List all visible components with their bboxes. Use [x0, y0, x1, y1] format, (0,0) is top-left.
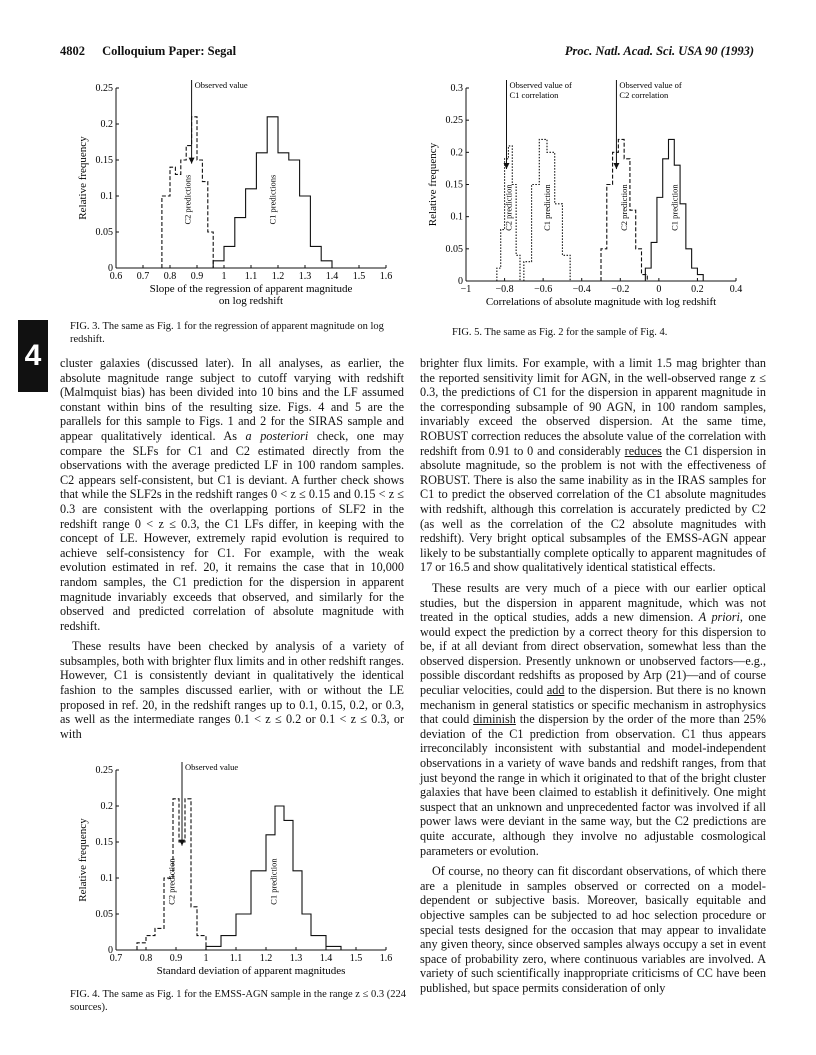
x-tick-label: 0.7: [109, 953, 123, 964]
x-tick-label: 0.6: [109, 271, 123, 282]
running-header-left: [60, 44, 236, 59]
x-tick-label: 1: [203, 953, 209, 964]
series-label: C2 prediction: [166, 858, 177, 905]
observed-value-label: Observed value of: [509, 80, 572, 90]
observed-value-label: Observed value: [194, 80, 248, 90]
x-tick-label: −0.8: [495, 284, 514, 295]
y-tick-label: 0: [108, 945, 113, 956]
series-label: C1 prediction: [268, 858, 279, 905]
paragraph: These results have been checked by analysis of a variety of subsamples, both with brighter flux limits and in other redshift ranges. However, C1 is consistently deviant in qualitatively the identical fashion to the samples discussed earlier, with or without the LE proposed in ref. 20, in the redshift ranges up to 0.1, 0.15, 0.2, or 0.3, as well as the intermediate ranges 0.1 < z ≤ 0.2 or 0.1 < z ≤ 0.3, or with: [60, 639, 404, 741]
y-tick-label: 0.05: [445, 243, 463, 255]
series-label: C1 predictions: [267, 174, 278, 225]
arrow-head: [179, 840, 185, 846]
y-tick-label: 0.3: [450, 83, 463, 94]
figure-3-histogram: [70, 78, 410, 310]
x-axis-label: Standard deviation of apparent magnitudes: [156, 965, 346, 977]
y-tick-label: 0.1: [450, 211, 463, 223]
x-tick-label: 0.8: [163, 271, 177, 282]
x-tick-label: 1.3: [289, 953, 303, 964]
section-tab: 4: [18, 320, 48, 392]
y-tick-label: 0.25: [445, 115, 463, 127]
x-tick-label: 1.4: [319, 953, 333, 964]
y-tick-label: 0: [458, 276, 463, 287]
left-column-text: [60, 356, 404, 741]
y-tick-label: 0.2: [100, 119, 113, 130]
series-label: C2 prediction: [619, 184, 630, 231]
journal-citation: Proc. Natl. Acad. Sci. USA 90 (1993): [564, 44, 754, 58]
x-axis-label-line2: on log redshift: [218, 295, 284, 307]
x-tick-label: −0.2: [611, 284, 630, 295]
figure-5-histogram: [420, 78, 760, 318]
observed-value-label: Observed value of: [619, 80, 682, 90]
x-tick-label: 1.6: [379, 271, 393, 282]
right-column-text: [420, 356, 766, 996]
x-tick-label: −0.4: [572, 284, 591, 295]
y-tick-label: 0.25: [95, 765, 113, 776]
x-tick-label: 1.5: [349, 953, 363, 964]
x-tick-label: 0.7: [136, 271, 150, 282]
figure-4-histogram: [70, 760, 410, 984]
figure-5-caption: FIG. 5. The same as Fig. 2 for the sample of Fig. 4.: [452, 327, 668, 338]
x-tick-label: 0.9: [169, 953, 183, 964]
x-tick-label: 1.6: [379, 953, 393, 964]
x-tick-label: 1.4: [325, 271, 339, 282]
x-tick-label: −0.6: [534, 284, 553, 295]
observed-value-label: Observed value: [185, 762, 239, 772]
x-tick-label: 0.2: [691, 284, 704, 295]
y-tick-label: 0.2: [450, 147, 463, 159]
y-tick-label: 0.15: [95, 837, 113, 848]
x-tick-label: 1.1: [229, 953, 243, 964]
y-axis-label: Relative frequency: [77, 136, 89, 220]
figure-3-caption: FIG. 3. The same as Fig. 1 for the regression of apparent magnitude on log redshift.: [70, 321, 384, 345]
series-label: C1 prediction: [669, 184, 680, 231]
x-tick-label: 1.5: [352, 271, 366, 282]
y-tick-label: 0.05: [95, 227, 113, 238]
x-tick-label: 0.9: [190, 271, 204, 282]
series-label: C2 prediction: [503, 184, 514, 231]
y-tick-label: 0.1: [100, 873, 113, 884]
paragraph: Of course, no theory can fit discordant observations, of which there are a plenitude in samples observed or corrected on a model-dependent or subjective basis. Moreover, basically equitable and objective samples can be subjected to ad hoc selection procedure or special tests designed for the occasion that may appear to invalidate any given theory, since observed samples always occupy a set in event space of probability zero, where continuous variables are involved. A variety of such scientifically inappropriate criticisms of CC have been published, but space permits consideration of only: [420, 864, 766, 995]
y-tick-label: 0: [108, 263, 113, 274]
paragraph: These results are very much of a piece with our earlier optical studies, but the dispersion in apparent magnitude, which was not treated in the optical studies, adds a new dimension. A priori, one would expect the prediction by a correct theory for this dispersion to be, if at all deviant from direct observation, somewhat less than the observed dispersion. Presently unknown or unobserved factors—e.g., possible discordant redshifts as proposed by Arp (21)—and of course peculiar velocities, could add to the dispersion. But there is no known mechanism in general statistics or specific mechanism in astrophysics that could diminish the dispersion by the order of the more than 25% deviation of the C1 prediction from observation. C1 thus appears irreconcilably inconsistent with substantial and model-independent observations in a variety of wave bands and redshift ranges, from that just beyond the range in which it originated to that of the bright cluster galaxies that have been claimed to establish it definitively. One might suspect that an unknown and unprecedented factor was involved if all power laws were deviant in the same way, but the C2 predictions are quite accurate, although they involve no adjustable cosmological parameters or evolution.: [420, 580, 767, 858]
y-axis-label: Relative frequency: [427, 142, 439, 227]
observed-value-label-line2: C1 correlation: [509, 90, 559, 100]
x-tick-label: 1: [221, 271, 227, 282]
observed-value-label-line2: C2 correlation: [619, 90, 669, 100]
x-tick-label: −1: [460, 284, 472, 295]
x-tick-label: 0: [656, 284, 662, 295]
figure-4-caption: FIG. 4. The same as Fig. 1 for the EMSS-AGN sample in the range z ≤ 0.3 (224 sources).: [70, 989, 406, 1013]
page-number: 4802: [60, 44, 85, 58]
paragraph: brighter flux limits. For example, with a limit 1.5 mag brighter than the reported sensitivity limit for AGN, in the well-observed range z ≤ 0.3, the predictions of C1 for the dispersion in apparent magnitude in the corresponding subsample of 90 AGN, in 100 random samples, invariably exceed the observed dispersion. At the same time, ROBUST correction reduces the absolute value of the correlation with redshift from 0.91 to 0 and considerably reduces the C1 dispersion in absolute magnitude, so the problem is not with the effectiveness of ROBUST. There is also the same inability as in the IRAS samples for C1 to predict the observed correlation of the C1 absolute magnitudes with redshift, although this correlation is accurately predicted by C2 (as well as the correlation of the C2 absolute magnitudes with redshift). Very bright optical subsamples of the EMSS-AGN appear likely to be substantially complete optically to apparent magnitudes of 17 or 16.5 and show qualitatively identical statistical effects.: [420, 356, 766, 575]
arrow-head: [189, 158, 195, 164]
x-tick-label: 1.1: [244, 271, 258, 282]
series-label: C2 predictions: [182, 174, 193, 225]
y-tick-label: 0.15: [445, 179, 463, 191]
x-tick-label: 0.4: [729, 284, 743, 295]
y-tick-label: 0.2: [100, 801, 113, 812]
y-tick-label: 0.05: [95, 909, 113, 920]
x-axis-label: Slope of the regression of apparent magnitude: [149, 283, 353, 295]
paragraph: cluster galaxies (discussed later). In all analyses, as earlier, the absolute magnitude range subject to cutoff varying with redshift (Malmquist bias) has been divided into 10 bins and the LF assumed constant within bins of the resulting size. Figs. 4 and 5 are the parallels for this sample to Figs. 1 and 2 for the SIRAS sample and appear qualitatively identical. As a posteriori check, one may compare the SLFs for C1 and C2 estimated directly from the observations with the average predicted LF in 100 random samples. C2 appears self-consistent, but C1 is deviant. A further check shows that while the SLF2s in the redshift ranges 0 < z ≤ 0.15 and 0.15 < z ≤ 0.3 are consistent with the overlapping portions of SLF2 in the redshift range 0 < z ≤ 0.3, the C1 LFs differ, in keeping with the concept of LE. However, extremely rapid evolution is required to achieve self-consistency for C1. For example, with the weak evolution estimated in ref. 20, it remains the case that in 10,000 random samples, the C1 prediction for the dispersion in apparent magnitude invariably exceeds that observed, and similarly for the observed and predicted correlation of absolute magnitude with redshift.: [60, 356, 404, 633]
x-tick-label: 1.3: [298, 271, 312, 282]
x-tick-label: 1.2: [271, 271, 285, 282]
y-tick-label: 0.25: [95, 83, 113, 94]
y-axis-label: Relative frequency: [77, 818, 89, 902]
running-title: Colloquium Paper: Segal: [102, 44, 237, 58]
y-tick-label: 0.1: [100, 191, 113, 202]
x-tick-label: 1.2: [259, 953, 273, 964]
y-tick-label: 0.15: [95, 155, 113, 166]
series-label: C1 prediction: [542, 184, 552, 231]
x-tick-label: 0.8: [139, 953, 153, 964]
arrow-head: [613, 163, 619, 169]
x-axis-label: Correlations of absolute magnitude with log redshift: [485, 296, 717, 308]
